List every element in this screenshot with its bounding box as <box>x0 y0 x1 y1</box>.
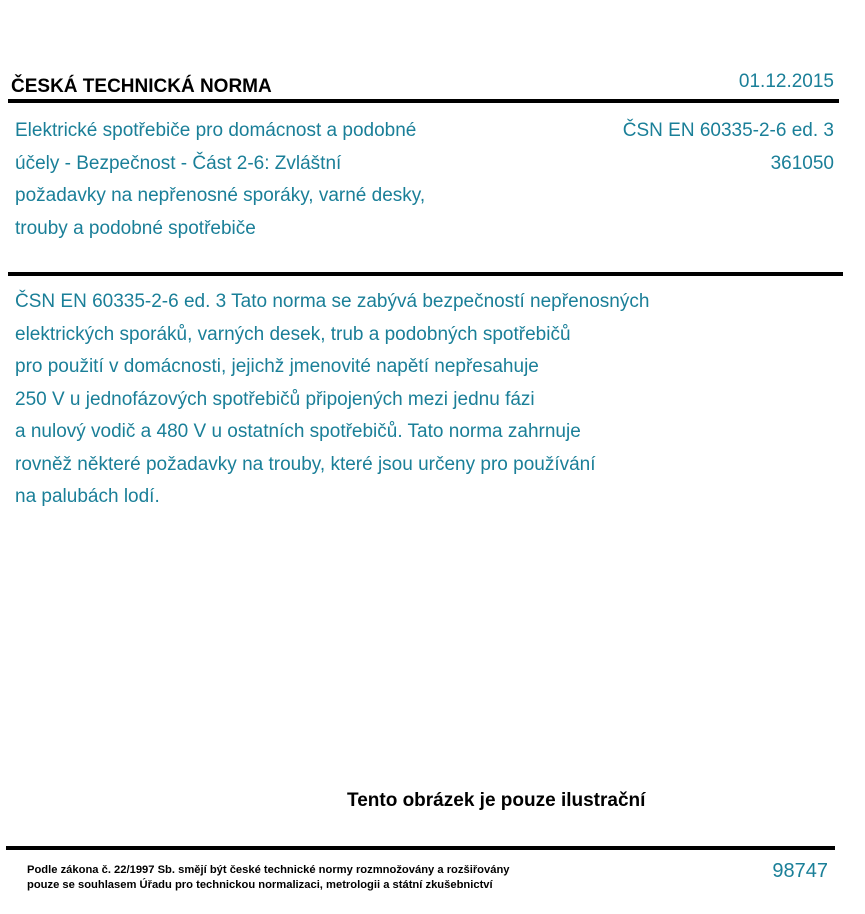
standard-title-line: Elektrické spotřebiče pro domácnost a podobné <box>15 120 417 141</box>
legal-notice <box>27 863 510 893</box>
abstract <box>15 286 755 514</box>
document-heading: ČESKÁ TECHNICKÁ NORMA <box>11 76 272 97</box>
legal-notice-line: Podle zákona č. 22/1997 Sb. smějí být české technické normy rozmnožovány a rozšiřovány <box>27 864 510 876</box>
abstract-line: 250 V u jednofázových spotřebičů připojených mezi jednu fázi <box>15 388 535 410</box>
abstract-line: a nulový vodič a 480 V u ostatních spotřebičů. Tato norma zahrnuje <box>15 421 581 442</box>
document-number: 98747 <box>772 860 828 882</box>
abstract-line: na palubách lodí. <box>15 486 160 507</box>
standard-title <box>15 115 495 245</box>
classification-code: 361050 <box>770 152 834 174</box>
divider-bottom <box>6 846 835 850</box>
standard-title-line: požadavky na nepřenosné sporáky, varné desky, <box>15 185 426 206</box>
standard-designation: ČSN EN 60335-2-6 ed. 3 <box>622 120 834 141</box>
abstract-line: elektrických sporáků, varných desek, trub a podobných spotřebičů <box>15 323 571 345</box>
legal-notice-line: pouze se souhlasem Úřadu pro technickou normalizaci, metrologii a státní zkušebnictví <box>27 879 493 891</box>
illustrative-notice: Tento obrázek je pouze ilustrační <box>347 790 646 811</box>
standard-codes <box>623 115 834 180</box>
standard-title-line: účely - Bezpečnost - Část 2-6: Zvláštní <box>15 152 342 174</box>
abstract-line: pro použití v domácnosti, jejichž jmenovité napětí nepřesahuje <box>15 356 539 377</box>
abstract-line: rovněž některé požadavky na trouby, které jsou určeny pro používání <box>15 453 596 475</box>
divider-top <box>8 99 839 103</box>
issue-date: 01.12.2015 <box>738 71 834 92</box>
standard-title-line: trouby a podobné spotřebiče <box>15 217 256 239</box>
divider-middle <box>8 272 843 276</box>
abstract-line: ČSN EN 60335-2-6 ed. 3 Tato norma se zabývá bezpečností nepřenosných <box>15 291 650 312</box>
